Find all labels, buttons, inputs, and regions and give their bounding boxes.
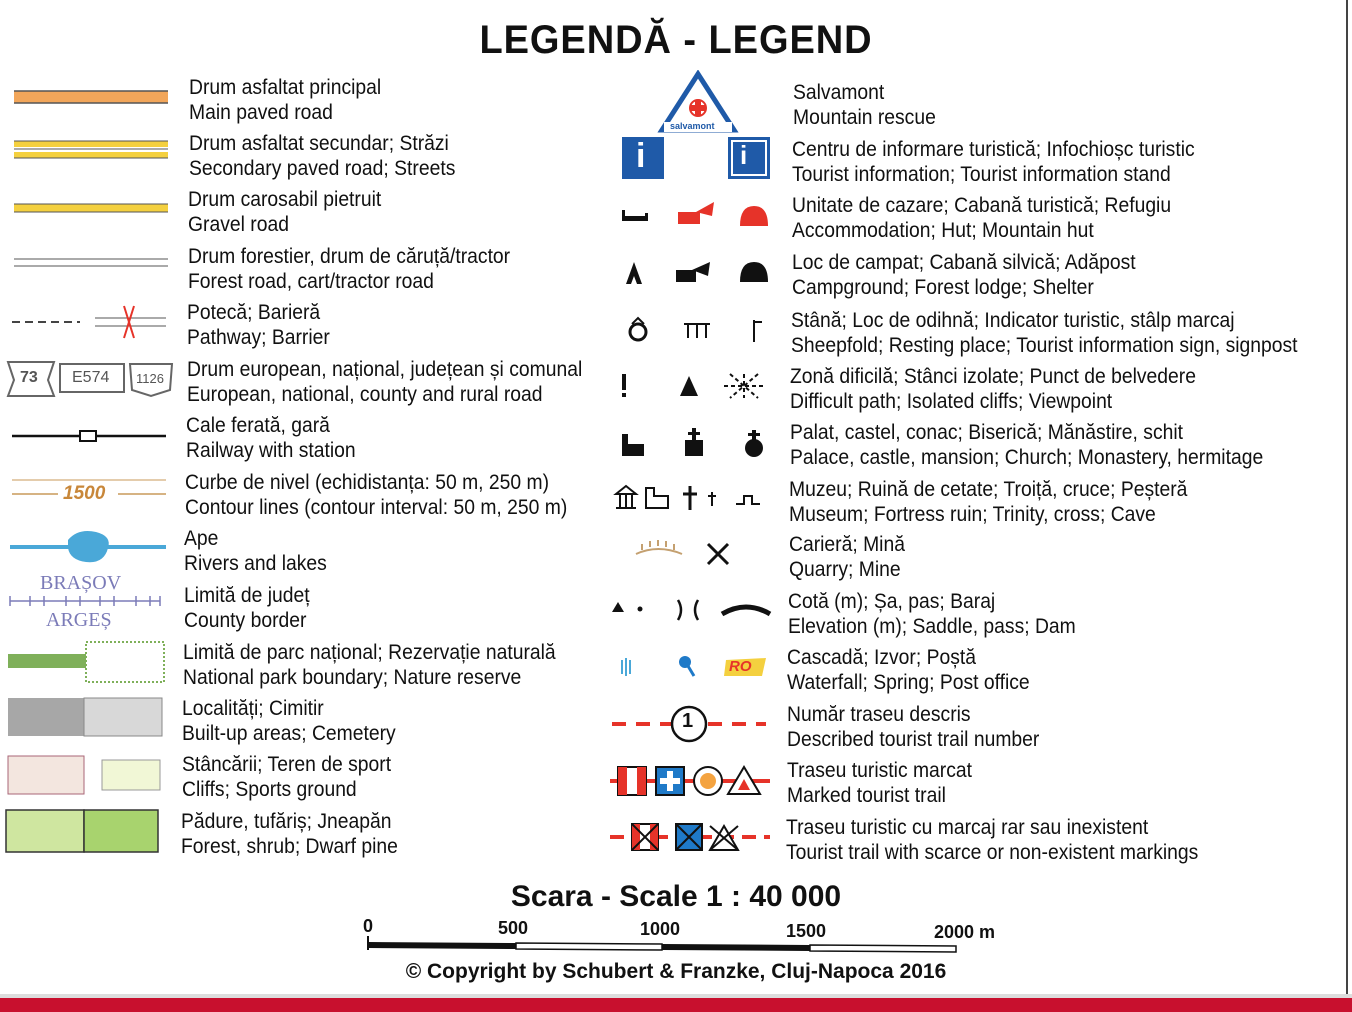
info-letter: i	[636, 137, 646, 175]
monastery-icon	[745, 430, 763, 457]
left-label-3: Drum forestier, drum de căruță/tractor Forest road, cart/tractor road	[188, 245, 511, 293]
quarry-icon	[636, 540, 682, 554]
info-stand-icon	[728, 137, 770, 179]
left-label-8: Ape Rivers and lakes	[184, 527, 327, 575]
right-label-6: Palat, castel, conac; Biserică; Mănăstire, schit Palace, castle, mansion; Church; Monastery, hermitage	[790, 421, 1264, 469]
difficult-path-icon	[622, 374, 626, 397]
national-park-symbol	[8, 642, 164, 682]
forest-road-symbol	[14, 259, 168, 266]
trail-number-text: 1	[682, 710, 694, 732]
trinity-icon	[683, 486, 697, 510]
copyright: © Copyright by Schubert & Franzke, Cluj-Napoca 2016	[405, 960, 947, 983]
dam-icon	[722, 607, 770, 614]
scale-bar	[360, 932, 1000, 956]
left-label-2: Drum carosabil pietruit Gravel road	[188, 188, 382, 236]
palace-icon	[622, 434, 644, 456]
scale-tick-2000: 2000 m	[934, 922, 996, 942]
right-label-12: Traseu turistic marcat Marked tourist trail	[787, 759, 973, 807]
isolated-cliffs-icon	[680, 376, 698, 396]
forest-lodge-icon	[676, 262, 710, 282]
gravel-road-symbol	[14, 204, 168, 212]
right-label-11: Număr traseu descris Described tourist trail number	[787, 703, 1040, 751]
right-label-8: Carieră; Mină Quarry; Mine	[789, 533, 905, 581]
right-label-7: Muzeu; Ruină de cetate; Troiță, cruce; Peșteră Museum; Fortress ruin; Trinity, cross; Cave	[789, 478, 1188, 526]
bottom-red-line	[0, 998, 1352, 1012]
waterfall-icon	[622, 658, 630, 676]
right-label-0: Salvamont Mountain rescue	[793, 81, 936, 129]
left-label-10: Limită de parc național; Rezervație naturală National park boundary; Nature reserve	[183, 641, 556, 689]
right-label-4: Stână; Loc de odihnă; Indicator turistic, stâlp marcaj Sheepfold; Resting place; Tourist information sign, signpost	[791, 309, 1298, 357]
right-label-2: Unitate de cazare; Cabană turistică; Refugiu Accommodation; Hut; Mountain hut	[792, 194, 1172, 242]
county-border-symbol	[10, 596, 160, 606]
signpost-icon	[754, 320, 762, 342]
saddle-icon	[678, 600, 698, 620]
left-label-0: Drum asfaltat principal Main paved road	[189, 76, 382, 124]
marked-trail-icon	[610, 767, 770, 795]
railway-symbol	[12, 431, 166, 441]
water-symbol	[10, 531, 166, 562]
viewpoint-icon	[724, 374, 764, 398]
elevation-icon	[612, 602, 643, 612]
scale-title: Scara - Scale 1 : 40 000	[510, 880, 842, 913]
sheepfold-icon	[630, 318, 646, 340]
info-stand-letter: i	[740, 140, 748, 170]
unmarked-trail-icon	[610, 824, 770, 850]
pathway-barrier-symbol	[12, 306, 166, 338]
right-label-1: Centru de informare turistică; Infochioșc turistic Tourist information; Tourist information stand	[792, 138, 1195, 186]
right-symbols	[600, 70, 780, 870]
scale-tick-1500: 1500	[786, 921, 827, 941]
left-symbols	[0, 70, 180, 870]
forest-symbol	[6, 810, 158, 852]
accommodation-icon	[622, 210, 648, 221]
left-label-4: Potecă; Barieră Pathway; Barrier	[187, 301, 330, 349]
salvamont-text: salvamont	[670, 121, 715, 131]
campground-icon	[626, 262, 642, 284]
scale-tick-1000: 1000	[640, 919, 681, 939]
right-border	[1346, 0, 1348, 1012]
fortress-ruin-icon	[646, 488, 668, 508]
county-name-1: BRAȘOV	[40, 572, 122, 594]
left-label-1: Drum asfaltat secundar; Străzi Secondary paved road; Streets	[189, 132, 456, 180]
left-label-11: Localități; Cimitir Built-up areas; Cemetery	[182, 697, 396, 745]
left-label-13: Pădure, tufăriș; Jneapăn Forest, shrub; Dwarf pine	[181, 810, 398, 858]
right-label-10: Cascadă; Izvor; Poștă Waterfall; Spring; Post office	[787, 646, 1030, 694]
right-label-13: Traseu turistic cu marcaj rar sau inexistent Tourist trail with scarce or non-existent markings	[786, 816, 1199, 864]
left-label-6: Cale ferată, gară Railway with station	[186, 414, 356, 462]
mine-icon	[708, 544, 728, 564]
hut-icon	[678, 202, 714, 224]
spring-icon	[679, 656, 694, 676]
mountain-hut-icon	[740, 206, 768, 226]
cliffs-symbol	[8, 756, 160, 794]
museum-icon	[616, 486, 636, 508]
left-label-9: Limită de județ County border	[184, 584, 310, 632]
cave-icon	[736, 496, 760, 504]
shield-73: 73	[20, 369, 38, 386]
shelter-icon	[740, 262, 768, 282]
secondary-road-symbol	[14, 141, 168, 158]
county-name-2: ARGEȘ	[46, 609, 112, 631]
scale-tick-0: 0	[363, 916, 374, 936]
left-label-7: Curbe de nivel (echidistanța: 50 m, 250 m) Contour lines (contour interval: 50 m, 250 m)	[185, 471, 568, 519]
right-label-3: Loc de campat; Cabană silvică; Adăpost Campground; Forest lodge; Shelter	[792, 251, 1136, 299]
cross-icon	[708, 492, 716, 506]
right-label-5: Zonă dificilă; Stânci izolate; Punct de belvedere Difficult path; Isolated cliffs; Viewpoint	[790, 365, 1196, 413]
church-icon	[685, 428, 703, 456]
shield-1126: 1126	[136, 371, 164, 386]
legend-title: LEGENDĂ - LEGEND	[479, 18, 873, 62]
contour-value: 1500	[63, 483, 106, 504]
built-up-symbol	[8, 698, 162, 736]
resting-place-icon	[684, 324, 710, 338]
left-label-5: Drum european, național, județean și comunal European, national, county and rural road	[187, 358, 583, 406]
left-label-12: Stâncării; Teren de sport Cliffs; Sports ground	[182, 753, 392, 801]
main-paved-road-symbol	[14, 91, 168, 103]
post-logo-text: RO	[729, 658, 752, 675]
shield-e574: E574	[72, 369, 110, 386]
scale-tick-500: 500	[498, 918, 529, 938]
right-label-9: Cotă (m); Șa, pas; Baraj Elevation (m); Saddle, pass; Dam	[788, 590, 1076, 638]
